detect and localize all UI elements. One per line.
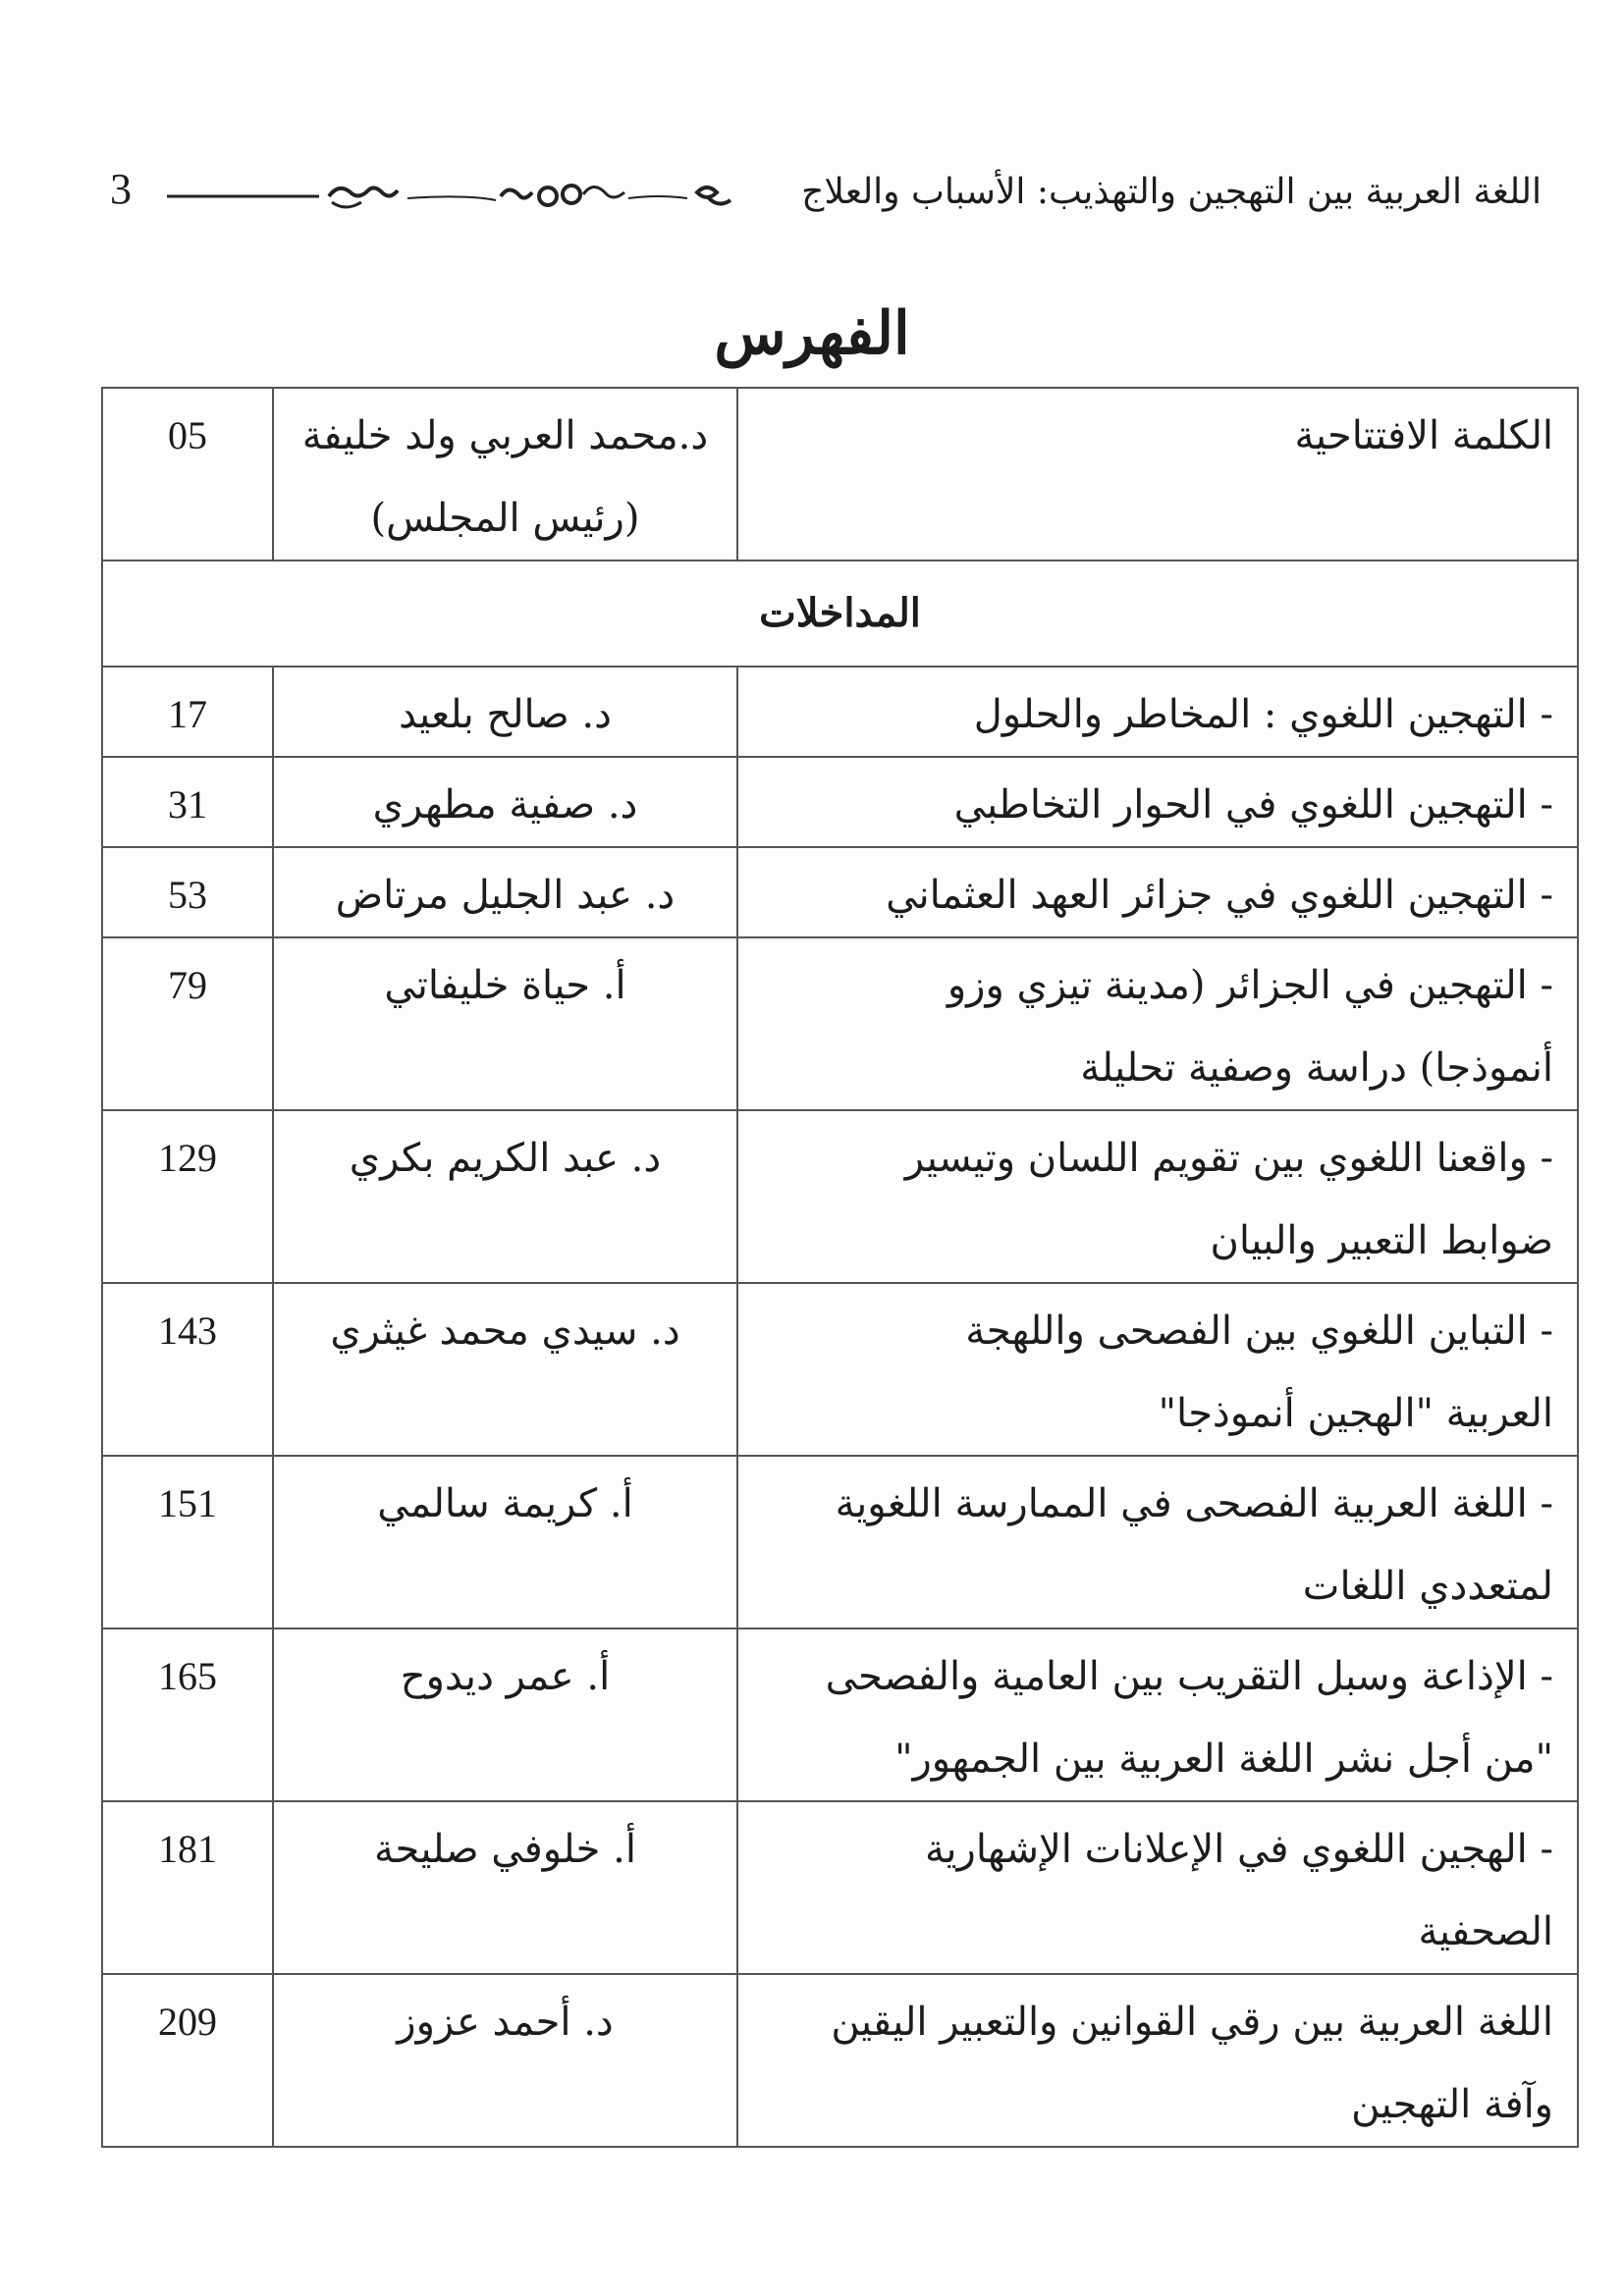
toc-entry-title [737, 1974, 1578, 2147]
toc-entry-author: أ. خلوفي صليحة [273, 1801, 737, 1974]
title-line: - الهجين اللغوي في الإعلانات الإشهارية [924, 1827, 1553, 1872]
toc-entry-author: د. أحمد عزوز [273, 1974, 737, 2147]
toc-title: الفهرس [714, 299, 910, 368]
toc-entry-author: د. سيدي محمد غيثري [273, 1283, 737, 1456]
title-line: العربية "الهجين أنموذجا" [1158, 1391, 1553, 1436]
toc-table [101, 387, 1579, 2148]
table-row [102, 1629, 1578, 1801]
table-row [102, 757, 1578, 847]
toc-entry-page: 129 [102, 1110, 273, 1283]
header-ornament-icon [167, 173, 746, 218]
title-line: - واقعنا اللغوي بين تقويم اللسان وتيسير [904, 1136, 1553, 1181]
toc-entry-page: 31 [102, 757, 273, 847]
table-row [102, 1974, 1578, 2147]
toc-entry-author: أ. عمر ديدوح [273, 1629, 737, 1801]
toc-entry-author: أ. كريمة سالمي [273, 1456, 737, 1629]
title-line: - الإذاعة وسبل التقريب بين العامية والفصحى [825, 1654, 1553, 1699]
section-label: المداخلات [102, 561, 1578, 667]
running-title: اللغة العربية بين التهجين والتهذيب: الأسباب والعلاج [801, 172, 1542, 212]
toc-entry-title [737, 1801, 1578, 1974]
toc-section-row [102, 561, 1578, 667]
toc-entry-page: 151 [102, 1456, 273, 1629]
author-role: (رئيس المجلس) [370, 496, 640, 541]
toc-entry-title: - التهجين اللغوي في الحوار التخاطبي [737, 757, 1578, 847]
title-line: - التهجين في الجزائر (مدينة تيزي وزو [947, 963, 1553, 1008]
toc-entry-author: د. عبد الجليل مرتاض [273, 847, 737, 937]
title-line: اللغة العربية بين رقي القوانين والتعبير اليقين [831, 2000, 1553, 2045]
toc-entry-title: - التهجين اللغوي في جزائر العهد العثماني [737, 847, 1578, 937]
title-line: الصحفية [1418, 1909, 1553, 1954]
table-row [102, 1110, 1578, 1283]
toc-entry-title [737, 1110, 1578, 1283]
title-line: - التباين اللغوي بين الفصحى واللهجة [965, 1308, 1553, 1354]
toc-entry-author: د. عبد الكريم بكري [273, 1110, 737, 1283]
author-line: د.محمد العربي ولد خليفة [301, 413, 709, 458]
toc-entry-page: 143 [102, 1283, 273, 1456]
toc-entry-title: - التهجين اللغوي : المخاطر والحلول [737, 667, 1578, 757]
toc-entry-page: 79 [102, 937, 273, 1110]
toc-entry-page: 181 [102, 1801, 273, 1974]
title-line: ضوابط التعبير والبيان [1210, 1218, 1553, 1263]
table-row [102, 937, 1578, 1110]
toc-entry-title [737, 1629, 1578, 1801]
title-line: لمتعددي اللغات [1302, 1564, 1553, 1609]
table-row [102, 1456, 1578, 1629]
title-line: - اللغة العربية الفصحى في الممارسة اللغوية [835, 1481, 1553, 1526]
toc-entry-author: د. صفية مطهري [273, 757, 737, 847]
toc-row-opening [102, 388, 1578, 561]
table-row [102, 667, 1578, 757]
table-row [102, 847, 1578, 937]
title-line: "من أجل نشر اللغة العربية بين الجمهور" [894, 1736, 1553, 1782]
toc-entry-page: 17 [102, 667, 273, 757]
toc-entry-title: الكلمة الافتتاحية [737, 388, 1578, 561]
toc-entry-page: 05 [102, 388, 273, 561]
toc-entry-author [273, 388, 737, 561]
toc-entry-title [737, 1283, 1578, 1456]
toc-entry-page: 53 [102, 847, 273, 937]
toc-entry-title [737, 937, 1578, 1110]
toc-entry-page: 209 [102, 1974, 273, 2147]
title-line: وآفة التهجين [1351, 2082, 1553, 2127]
toc-entry-title [737, 1456, 1578, 1629]
table-row [102, 1801, 1578, 1974]
toc-entry-page: 165 [102, 1629, 273, 1801]
toc-entry-author: أ. حياة خليفاتي [273, 937, 737, 1110]
table-row [102, 1283, 1578, 1456]
page-number: 3 [110, 165, 132, 213]
title-line: أنموذجا) دراسة وصفية تحليلة [1080, 1045, 1553, 1091]
toc-entry-author: د. صالح بلعيد [273, 667, 737, 757]
